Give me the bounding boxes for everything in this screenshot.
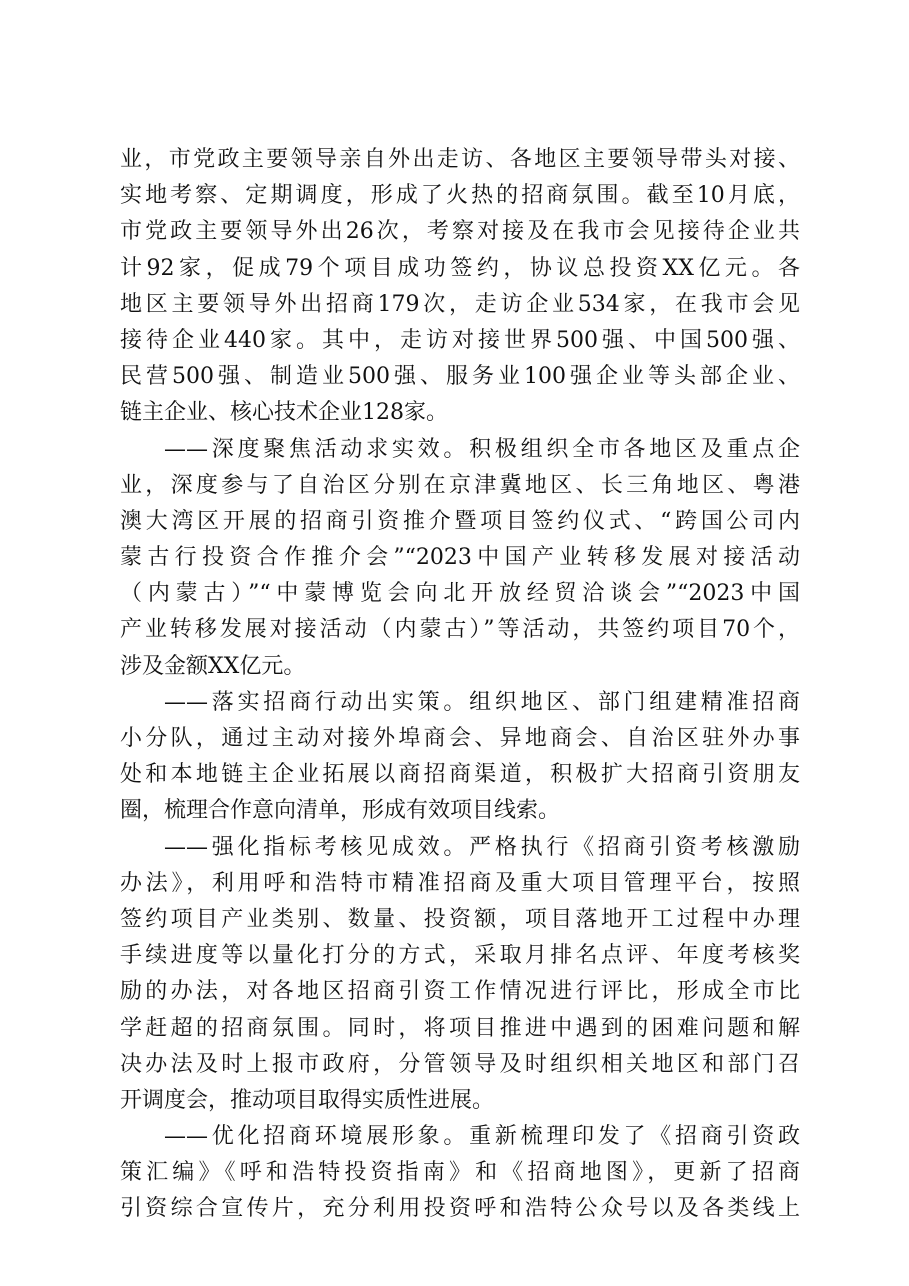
text-line: 决办法及时上报市政府，分管领导及时组织相关地区和部门召 [120, 1051, 800, 1077]
text-line: 实地考察、定期调度，形成了火热的招商氛围。截至10月底， [120, 183, 800, 209]
text-line: 蒙古行投资合作推介会”“2023中国产业转移发展对接活动 [120, 545, 800, 571]
text-line: 手续进度等以量化打分的方式，采取月排名点评、年度考核奖 [120, 943, 800, 969]
text-line: 地区主要领导外出招商179次，走访企业534家，在我市会见 [120, 291, 800, 317]
paragraph-first-line: ——深度聚焦活动求实效。积极组织全市各地区及重点企 [164, 436, 800, 462]
text-line: 引资综合宣传片，充分利用投资呼和浩特公众号以及各类线上 [120, 1196, 800, 1222]
text-line: 接待企业440家。其中，走访对接世界500强、中国500强、 [120, 327, 800, 353]
text-line: 涉及金额XX亿元。 [120, 653, 306, 679]
text-line: 民营500强、制造业500强、服务业100强企业等头部企业、 [120, 364, 800, 390]
text-line: 业，市党政主要领导亲自外出走访、各地区主要领导带头对接、 [120, 147, 800, 172]
text-line: 计92家，促成79个项目成功签约，协议总投资XX亿元。各 [120, 255, 800, 281]
text-line: 策汇编》《呼和浩特投资指南》和《招商地图》，更新了招商 [120, 1160, 800, 1186]
text-line: 市党政主要领导外出26次，考察对接及在我市会见接待企业共 [120, 219, 800, 245]
text-line: 办法》，利用呼和浩特市精准招商及重大项目管理平台，按照 [120, 870, 800, 896]
text-line: 处和本地链主企业拓展以商招商渠道，积极扩大招商引资朋友 [120, 762, 800, 788]
text-line: （内蒙古）”“中蒙博览会向北开放经贸洽谈会”“2023中国 [120, 581, 800, 607]
text-line: 链主企业、核心技术企业128家。 [120, 400, 448, 426]
text-line: 小分队，通过主动对接外埠商会、异地商会、自治区驻外办事 [120, 726, 800, 751]
text-line: 励的办法，对各地区招商引资工作情况进行评比，形成全市比 [120, 979, 800, 1005]
text-line: 开调度会，推动项目取得实质性进展。 [120, 1087, 495, 1113]
document-body [120, 142, 800, 1228]
text-line: 学赶超的招商氛围。同时，将项目推进中遇到的困难问题和解 [120, 1015, 800, 1041]
paragraph-first-line: ——落实招商行动出实策。组织地区、部门组建精准招商 [164, 689, 800, 715]
paragraph-first-line: ——优化招商环境展形象。重新梳理印发了《招商引资政 [164, 1124, 800, 1150]
text-line: 澳大湾区开展的招商引资推介暨项目签约仪式、“跨国公司内 [120, 508, 800, 534]
text-line: 圈，梳理合作意向清单，形成有效项目线索。 [120, 798, 561, 824]
text-line: 产业转移发展对接活动（内蒙古）”等活动，共签约项目70个， [120, 617, 800, 643]
paragraph-first-line: ——强化指标考核见成效。严格执行《招商引资考核激励 [164, 834, 800, 860]
text-line: 签约项目产业类别、数量、投资额，项目落地开工过程中办理 [120, 906, 800, 932]
text-line: 业，深度参与了自治区分别在京津冀地区、长三角地区、粤港 [120, 472, 800, 498]
